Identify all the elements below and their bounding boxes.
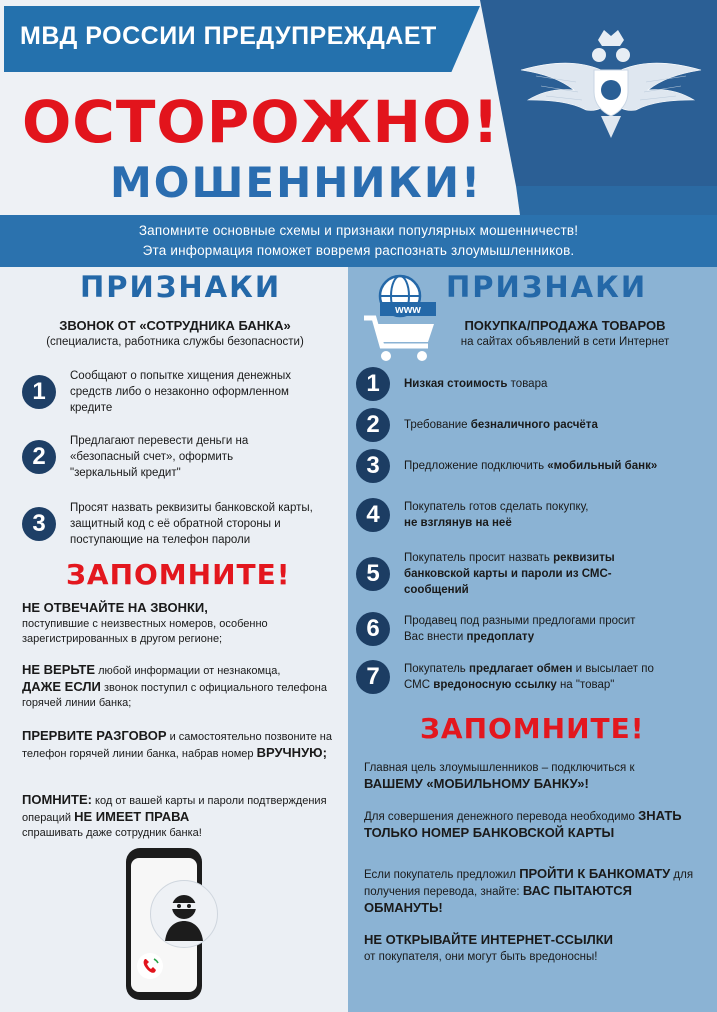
rule-bold-2: ДАЖЕ ЕСЛИ — [22, 679, 101, 694]
left-rule — [22, 728, 337, 762]
left-item-text: Предлагают перевести деньги на «безопасный счет», оформить "зеркальный кредит" — [70, 435, 249, 479]
left-item-text: Сообщают о попытке хищения денежных средств либо о незаконно оформленном кредите — [70, 370, 291, 414]
right-item-text: Продавец под разными предлогами просит Вас внести предоплату — [404, 615, 636, 643]
rule-text: код от вашей карты и пароли подтверждения операций — [22, 795, 327, 824]
rule-text: от покупателя, они могут быть вредоносны! — [364, 951, 598, 963]
rule-text: Если покупатель предложил — [364, 869, 516, 881]
right-item — [356, 550, 706, 598]
number-badge: 1 — [22, 375, 56, 409]
rule-bold: НЕ ВЕРЬТЕ — [22, 662, 96, 677]
rule-bold: ПРЕРВИТЕ РАЗГОВОР — [22, 728, 167, 743]
number-badge: 4 — [356, 498, 390, 532]
right-item — [356, 612, 706, 646]
left-item-text: Просят назвать реквизиты банковской карты, защитный код с её обратной стороны и поступающие на телефон пароли — [70, 502, 313, 546]
right-item-text: Покупатель просит назвать реквизиты банковской карты и пароли из СМС-сообщений — [404, 552, 615, 596]
rule-bold: ВАШЕМУ «МОБИЛЬНОМУ БАНКУ»! — [364, 776, 589, 791]
number-badge: 7 — [356, 660, 390, 694]
left-rule — [22, 662, 337, 711]
right-rule — [364, 760, 694, 793]
right-item-text: Предложение подключить «мобильный банк» — [404, 460, 658, 472]
left-item — [22, 368, 332, 416]
rule-bold-2: ВАС ПЫТАЮТСЯ ОБМАНУТЬ! — [364, 883, 632, 915]
right-item — [356, 498, 706, 532]
rule-text-2: для получения перевода, знайте: — [364, 869, 694, 898]
left-heading-note: (специалиста, работника службы безопасности) — [46, 336, 304, 348]
right-item-text: Низкая стоимость товара — [404, 378, 548, 390]
rule-bold: ПРОЙТИ К БАНКОМАТУ — [519, 866, 671, 881]
intro-line-1: Запомните основные схемы и признаки популярных мошенничеств! — [138, 223, 579, 238]
right-item-text: Покупатель готов сделать покупку, не взглянув на неё — [404, 501, 589, 529]
rule-text: поступившие с неизвестных номеров, особенно зарегистрированных в другом регионе; — [22, 618, 268, 645]
rule-text: Для совершения денежного перевода необходимо — [364, 811, 635, 823]
agency-title: МВД РОССИИ ПРЕДУПРЕЖДАЕТ — [20, 22, 437, 50]
left-item — [22, 433, 332, 481]
right-item-text: Покупатель предлагает обмен и высылает по СМС вредоносную ссылку на "товар" — [404, 663, 654, 691]
right-heading-note: на сайтах объявлений в сети Интернет — [460, 336, 670, 348]
phone-call-icon — [136, 952, 164, 980]
right-item — [356, 408, 706, 442]
header — [0, 0, 717, 215]
left-heading: ЗВОНОК ОТ «СОТРУДНИКА БАНКА» — [59, 318, 291, 333]
subheadline: МОШЕННИКИ! — [110, 158, 483, 207]
rule-text: и самостоятельно позвоните на телефон горячей линии банка, набрав номер — [22, 731, 332, 760]
number-badge: 3 — [356, 449, 390, 483]
rule-text: любой информации от незнакомца, — [98, 665, 281, 677]
www-label: www — [395, 304, 421, 316]
rule-bold: НЕ ОТВЕЧАЙТЕ НА ЗВОНКИ, — [22, 600, 208, 615]
masked-thief-icon — [151, 881, 217, 947]
right-item-text: Требование безналичного расчёта — [404, 419, 598, 431]
number-badge: 3 — [22, 507, 56, 541]
rule-bold-2: НЕ ИМЕЕТ ПРАВА — [74, 809, 190, 824]
right-rule — [364, 932, 694, 965]
right-remember-title: ЗАПОМНИТЕ! — [420, 712, 645, 745]
right-section-title: ПРИЗНАКИ — [446, 270, 648, 304]
number-badge: 2 — [22, 440, 56, 474]
rule-text-2: спрашивать даже сотрудник банка! — [22, 827, 202, 839]
rule-bold: НЕ ОТКРЫВАЙТЕ ИНТЕРНЕТ-ССЫЛКИ — [364, 932, 613, 947]
rule-bold: ЗНАТЬ ТОЛЬКО НОМЕР БАНКОВСКОЙ КАРТЫ — [364, 808, 682, 840]
left-remember-title: ЗАПОМНИТЕ! — [66, 558, 291, 591]
number-badge: 1 — [356, 367, 390, 401]
intro-band — [0, 215, 717, 267]
left-rule — [22, 792, 337, 841]
right-item — [356, 449, 706, 483]
rule-bold-2: ВРУЧНУЮ; — [256, 745, 327, 760]
right-item — [356, 367, 706, 401]
left-item — [22, 500, 332, 548]
intro-line-2: Эта информация поможет вовремя распознать злоумышленников. — [142, 243, 575, 258]
left-section-title: ПРИЗНАКИ — [80, 270, 282, 304]
number-badge: 2 — [356, 408, 390, 442]
rule-bold: ПОМНИТЕ: — [22, 792, 92, 807]
number-badge: 5 — [356, 557, 390, 591]
number-badge: 6 — [356, 612, 390, 646]
right-heading: ПОКУПКА/ПРОДАЖА ТОВАРОВ — [464, 318, 666, 333]
rule-text: Главная цель злоумышленников – подключиться к — [364, 762, 635, 774]
rule-text-2: звонок поступил с официального телефона горячей линии банка; — [22, 682, 327, 709]
mvd-eagle-emblem-icon — [516, 30, 706, 140]
right-rule — [364, 866, 694, 917]
right-item — [356, 660, 706, 694]
fraudster-avatar — [150, 880, 218, 948]
right-rule — [364, 808, 694, 842]
headline: ОСТОРОЖНО! — [22, 88, 500, 156]
left-rule — [22, 600, 337, 647]
